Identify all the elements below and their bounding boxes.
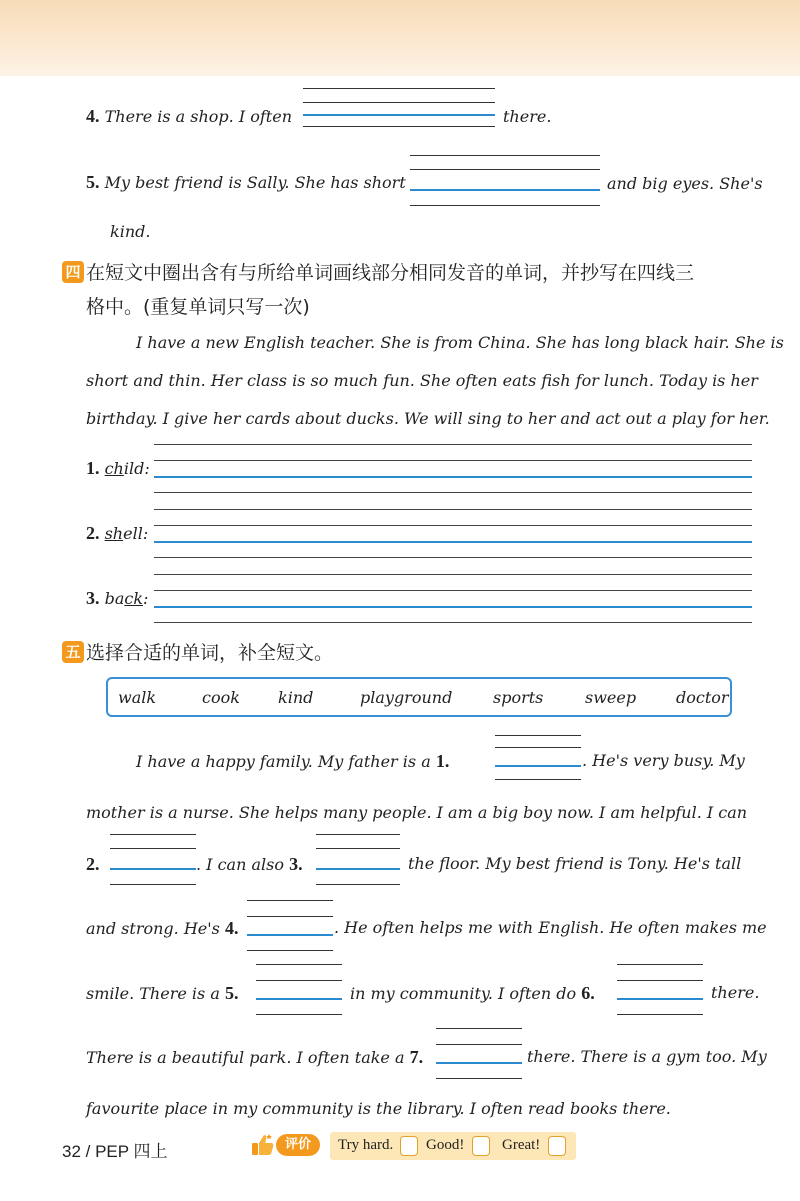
para-line-4a: and strong. He's 4.	[86, 918, 239, 938]
writing-lines-1[interactable]	[154, 444, 752, 492]
rating-checkbox-try-hard[interactable]	[400, 1136, 418, 1156]
section-5-instruction: 选择合适的单词，补全短文。	[86, 642, 334, 664]
rating-label-great: Great!	[502, 1137, 541, 1153]
section-4-instruction: 在短文中圈出含有与所给单词画线部分相同发音的单词，并抄写在四线三	[86, 262, 695, 284]
blank-3[interactable]	[316, 834, 400, 870]
passage-line-1: I have a new English teacher. She is from China. She has long black hair. She is	[136, 333, 784, 352]
para-line-6b: there. There is a gym too. My	[527, 1047, 767, 1066]
question-5-line2: kind.	[110, 222, 151, 241]
evaluation-label: 评价	[276, 1134, 320, 1156]
word-doctor: doctor	[676, 688, 729, 707]
blank-1[interactable]	[495, 735, 581, 771]
page-number: 32 / PEP 四上	[62, 1142, 168, 1161]
answer-blank-5[interactable]	[410, 155, 600, 191]
rating-label-try-hard: Try hard.	[338, 1137, 394, 1153]
section-5-badge: 五	[62, 641, 84, 663]
blank-7[interactable]	[436, 1028, 522, 1064]
writing-lines-3[interactable]	[154, 574, 752, 622]
para-line-3b: the floor. My best friend is Tony. He's tall	[408, 854, 742, 873]
rating-label-good: Good!	[426, 1137, 465, 1153]
word-walk: walk	[118, 688, 157, 707]
item-3-label: 3. back:	[86, 588, 149, 608]
thumbs-up-icon	[250, 1132, 276, 1158]
para-line-1b: . He's very busy. My	[582, 751, 745, 770]
para-line-1a: I have a happy family. My father is a 1.	[136, 751, 450, 771]
question-5-tail: and big eyes. She's	[607, 174, 763, 193]
question-4: 4. There is a shop. I often	[86, 106, 293, 126]
blank-2[interactable]	[110, 834, 196, 870]
writing-lines-2[interactable]	[154, 509, 752, 557]
top-color-band	[0, 0, 800, 76]
question-5: 5. My best friend is Sally. She has short	[86, 172, 406, 192]
passage-line-2: short and thin. Her class is so much fun. She often eats fish for lunch. Today is her	[86, 371, 758, 390]
word-kind: kind	[278, 688, 314, 707]
para-line-5a: smile. There is a 5.	[86, 983, 239, 1003]
answer-blank-4[interactable]	[303, 88, 495, 124]
blank-5[interactable]	[256, 964, 342, 1000]
para-line-5b: in my community. I often do 6.	[350, 983, 595, 1003]
word-cook: cook	[202, 688, 240, 707]
blank-4[interactable]	[247, 900, 333, 936]
para-line-6a: There is a beautiful park. I often take a 7.	[86, 1047, 424, 1067]
section-4-badge: 四	[62, 261, 84, 283]
word-sports: sports	[493, 688, 544, 707]
para-line-3a: . I can also 3.	[196, 854, 303, 874]
word-sweep: sweep	[585, 688, 637, 707]
self-rating-bar	[330, 1132, 576, 1160]
word-playground: playground	[360, 688, 453, 707]
rating-checkbox-great[interactable]	[548, 1136, 566, 1156]
section-4-instruction-line2: 格中。(重复单词只写一次)	[86, 296, 310, 318]
passage-line-3: birthday. I give her cards about ducks. We will sing to her and act out a play for her.	[86, 409, 770, 428]
para-line-5c: there.	[711, 983, 760, 1002]
item-2-label: 2. shell:	[86, 523, 149, 543]
blank-6[interactable]	[617, 964, 703, 1000]
para-line-2: mother is a nurse. She helps many people. I am a big boy now. I am helpful. I can	[86, 803, 748, 822]
question-4-tail: there.	[503, 107, 552, 126]
rating-checkbox-good[interactable]	[472, 1136, 490, 1156]
para-line-4b: . He often helps me with English. He often makes me	[334, 918, 767, 937]
item-1-label: 1. child:	[86, 458, 150, 478]
para-num-2: 2.	[86, 854, 100, 874]
para-line-7: favourite place in my community is the library. I often read books there.	[86, 1099, 671, 1118]
word-bank	[106, 677, 732, 717]
